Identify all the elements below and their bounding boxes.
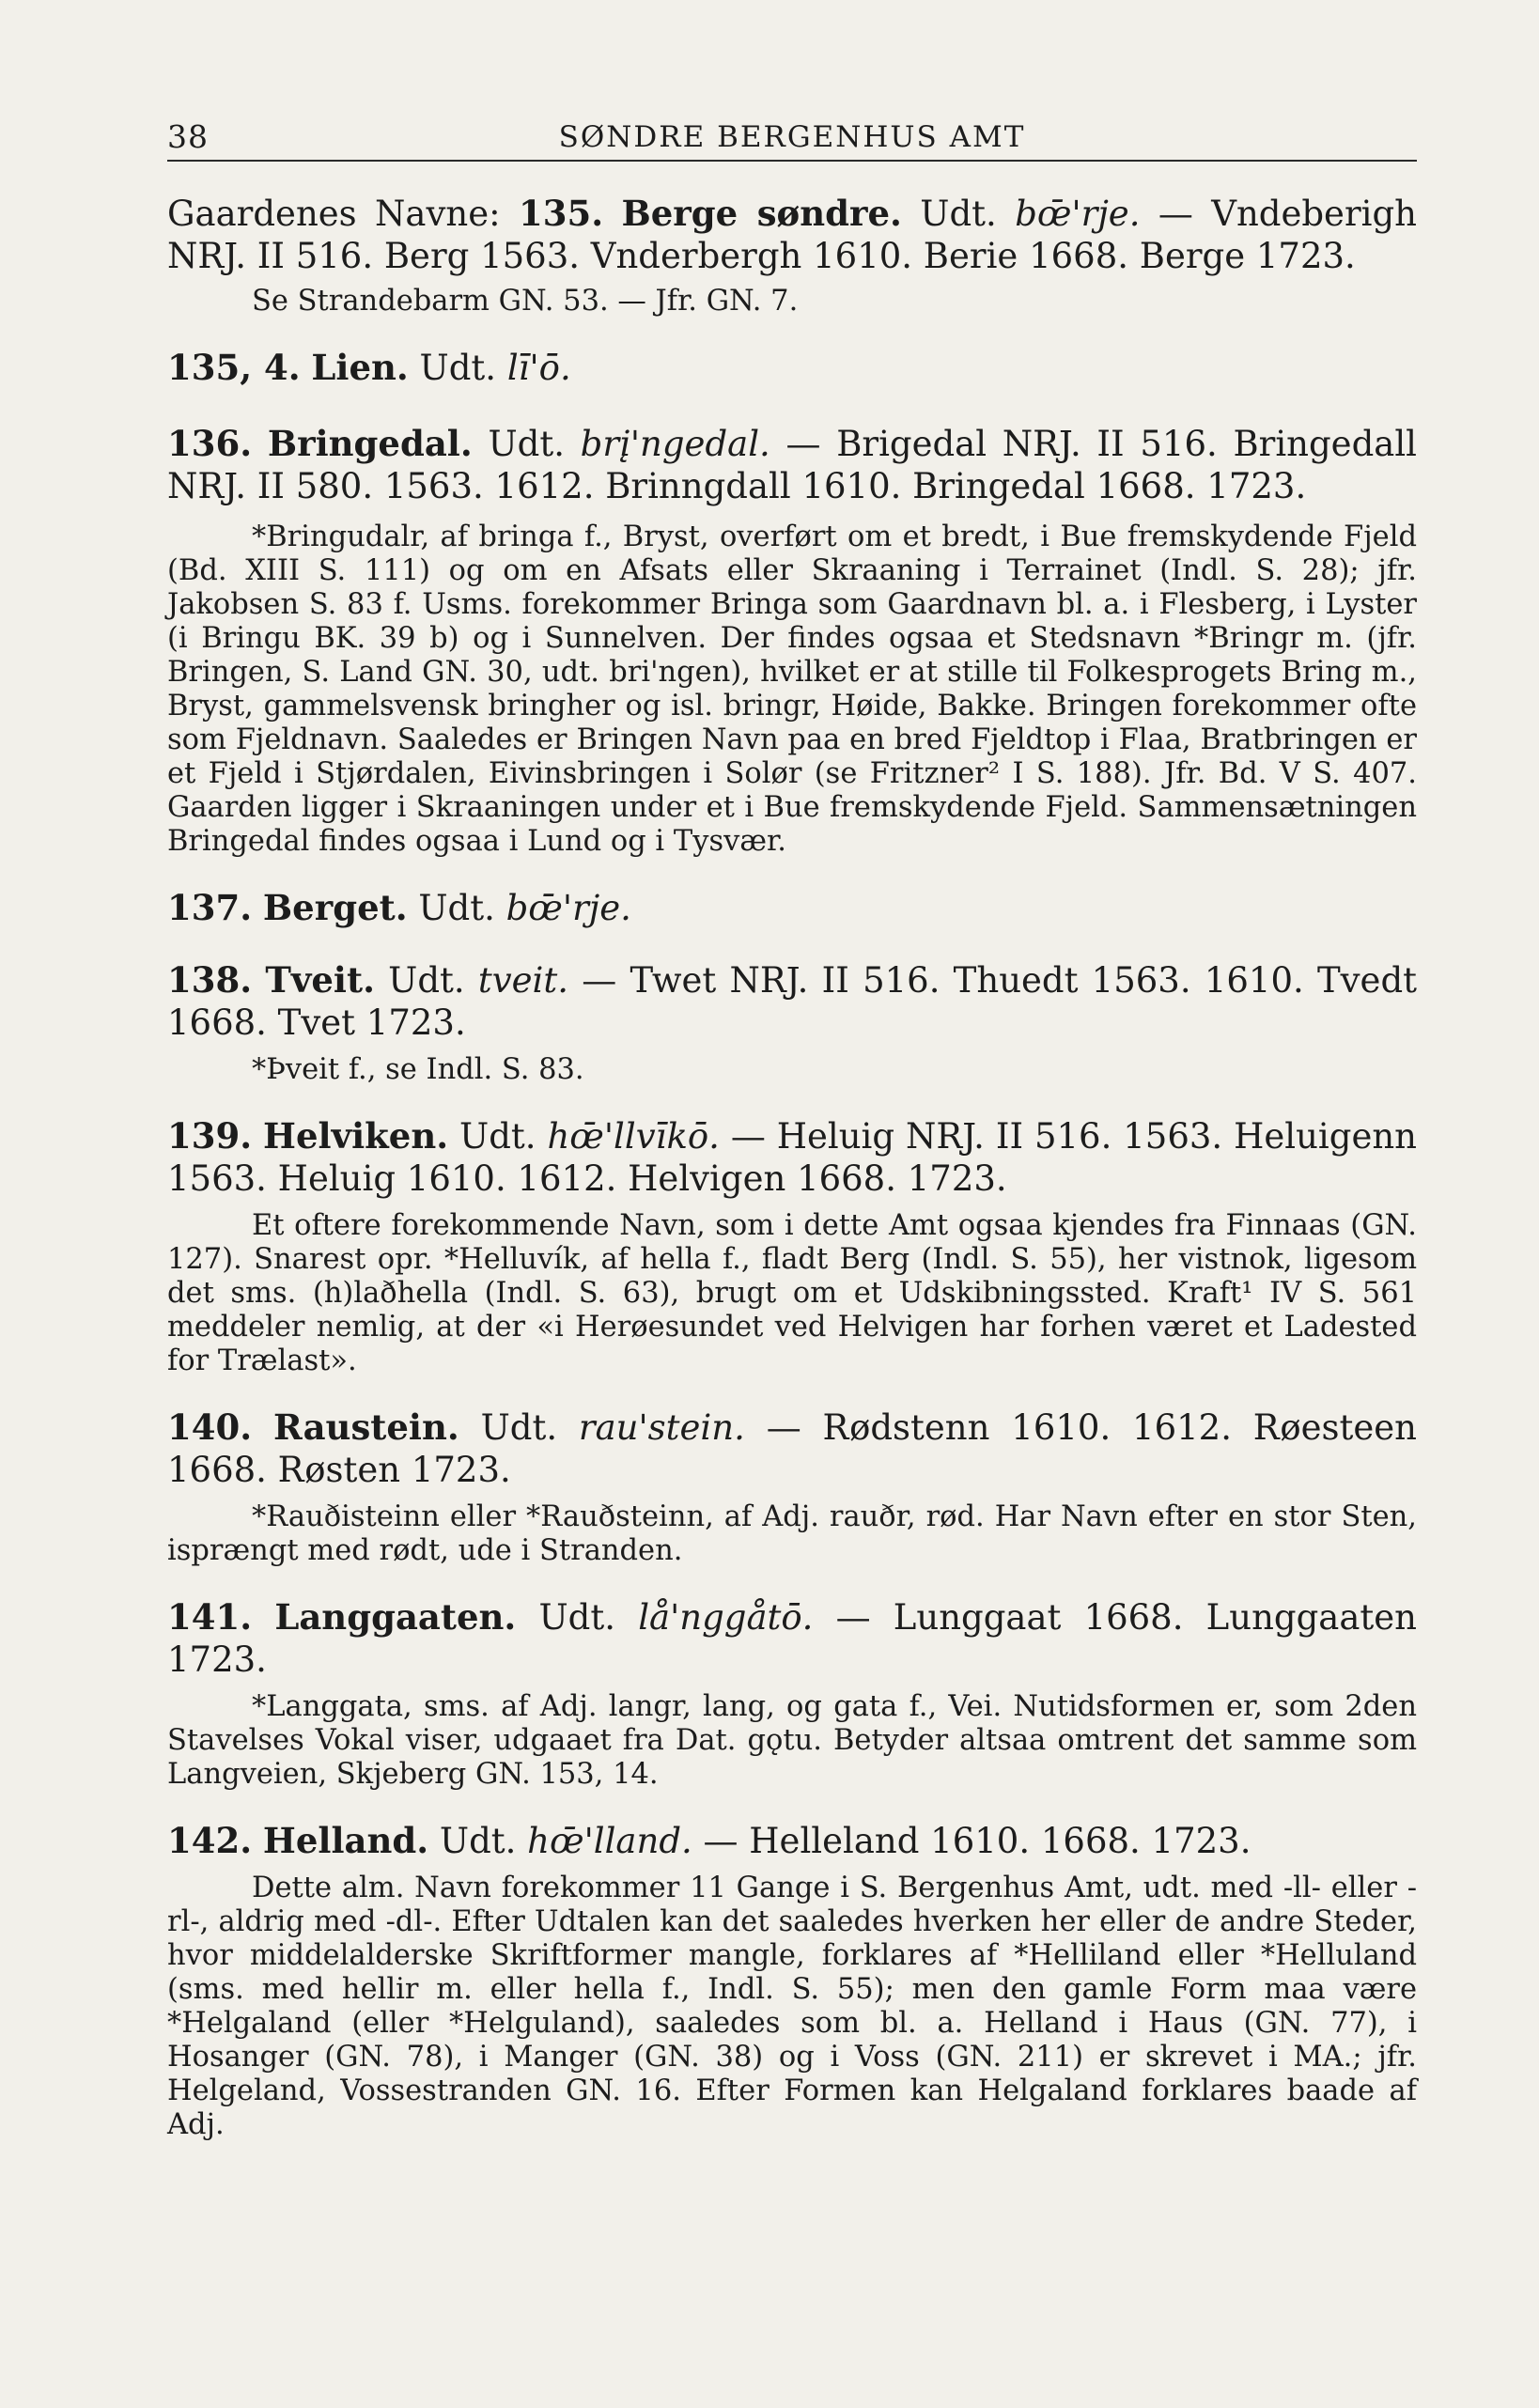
historical-forms: — Rødstenn 1610. 1612. Røesteen 1668. Røsten 1723. [167,1407,1417,1490]
udt-label: Udt. [374,960,478,1001]
historical-forms: — Heluig NRJ. II 516. 1563. Heluigenn 1563. Heluig 1610. 1612. Helvigen 1668. 1723. [167,1116,1418,1199]
entry-139 [167,1115,1417,1200]
historical-forms: — Twet NRJ. II 516. Thuedt 1563. 1610. Tvedt 1668. Tvet 1723. [167,960,1417,1043]
historical-forms: — Brigedal NRJ. II 516. Bringedall NRJ. II 580. 1563. 1612. Brinngdall 1610. Bringedal 1668. 1723. [167,424,1417,506]
entry-number: 139. [167,1115,253,1157]
historical-forms: — Helleland 1610. 1668. 1723. [692,1821,1251,1861]
udt-label: Udt. [901,194,1016,234]
entry-142 [167,1820,1417,1862]
udt-label: Udt. [459,1407,579,1448]
farm-name: Langgaaten. [274,1596,517,1638]
historical-forms: — Vndeberigh NRJ. II 516. Berg 1563. Vnderbergh 1610. Berie 1668. Berge 1723. [167,194,1417,276]
farm-name: Berget. [262,887,408,928]
entry-note: Se Strandebarm GN. 53. — Jfr. GN. 7. [252,285,799,318]
pronunciation: bœ̄'rje. [505,888,631,928]
udt-label: Udt. [407,888,506,928]
pronunciation: brį'ngedal. [580,424,770,464]
farm-name: Helland. [262,1820,429,1861]
entry-137 [167,887,1417,929]
entry-135 [167,193,1417,277]
entry-number: 142. [167,1820,253,1861]
entry-number: 135. [518,193,604,234]
entry-number: 141. [167,1596,253,1638]
udt-label: Udt. [448,1116,548,1157]
entry-note: Dette alm. Navn forekommer 11 Gange i S. Bergenhus Amt, udt. med -ll- eller -rl-, aldrig med -dl-. Efter Udtalen kan det saaledes hverken her eller de andre Steder, hvor middelalderske Skriftformer mangle, forklares af *Helliland eller *Helluland (sms. med hellir m. eller hella f., Indl. S. 55); men den gamle Form maa være *Helgaland (eller *Helguland), saaledes som bl. a. Helland i Haus (GN. 77), i Hosanger (GN. 78), i Manger (GN. 38) og i Voss (GN. 211) er skrevet i MA.; jfr. Helgeland, Vossestranden GN. 16. Efter Formen kan Helgaland forklares baade af Adj. [167,1872,1417,2141]
pronunciation: lå'nggåtō. [638,1597,814,1638]
page-number: 38 [167,118,209,155]
entry-135-4 [167,347,1417,389]
section-label: Gaardenes Navne: [167,194,519,234]
entry-number: 136. [167,423,253,464]
pronunciation: lī'ō. [506,348,571,388]
entry-note: *Þveit f., se Indl. S. 83. [252,1053,584,1086]
entry-136 [167,423,1417,507]
udt-label: Udt. [472,424,581,464]
udt-label: Udt. [516,1597,639,1638]
entry-number: 135, 4. [167,347,301,388]
entry-note: *Bringudalr, af bringa f., Bryst, overført om et bredt, i Bue fremskydende Fjeld (Bd. XIII S. 111) og om en Afsats eller Skraaning i Terrainet (Indl. S. 28); jfr. Jakobsen S. 83 f. Usms. forekommer Bringa som Gaardnavn bl. a. i Flesberg, i Lyster (i Bringu BK. 39 b) og i Sunnelven. Der findes ogsaa et Stedsnavn *Bringr m. (jfr. Bringen, S. Land GN. 30, udt. bri'ngen), hvilket er at stille til Folkesprogets Bring m., Bryst, gammelsvensk bringher og isl. bringr, Høide, Bakke. Bringen forekommer ofte som Fjeldnavn. Saaledes er Bringen Navn paa en bred Fjeldtop i Flaa, Bratbringen er et Fjeld i Stjørdalen, Eivinsbringen i Solør (se Fritzner² I S. 188). Jfr. Bd. V S. 407. Gaarden ligger i Skraaningen under et i Bue fremskydende Fjeld. Sammensætningen Bringedal findes ogsaa i Lund og i Tysvær. [167,520,1417,858]
entry-note: *Rauðisteinn eller *Rauðsteinn, af Adj. rauðr, rød. Har Navn efter en stor Sten, isprængt med rødt, ude i Stranden. [167,1500,1417,1567]
historical-forms: — Lunggaat 1668. Lunggaaten 1723. [167,1597,1417,1680]
farm-name: Helviken. [263,1115,449,1157]
pronunciation: bœ̄'rje. [1015,194,1141,234]
udt-label: Udt. [428,1821,528,1861]
text-body [167,193,1417,2142]
entry-note: Et oftere forekommende Navn, som i dette Amt ogsaa kjendes fra Finnaas (GN. 127). Snarest opr. *Helluvík, af hella f., fladt Berg (Indl. S. 55), her vistnok, ligesom det sms. (h)laðhella (Indl. S. 63), brugt om et Udskibningssted. Kraft¹ IV S. 561 meddeler nemlig, at der «i Herøesundet ved Helvigen har forhen været et Ladested for Trælast». [167,1209,1417,1377]
farm-name: Berge søndre. [621,193,902,234]
entry-note: *Langgata, sms. af Adj. langr, lang, og gata f., Vei. Nutidsformen er, som 2den Stavelses Vokal viser, udgaaet fra Dat. gǫtu. Betyder altsaa omtrent det samme som Langveien, Skjeberg GN. 153, 14. [167,1690,1417,1791]
farm-name: Lien. [311,347,409,388]
pronunciation: rau'stein. [578,1407,745,1448]
farm-name: Tveit. [265,959,375,1001]
entry-number: 137. [167,887,253,928]
entry-140 [167,1406,1417,1491]
pronunciation: tveit. [477,960,569,1001]
entry-138 [167,959,1417,1044]
pronunciation: hœ̄'lland. [527,1821,692,1861]
entry-141 [167,1596,1417,1681]
entry-number: 138. [167,959,253,1001]
udt-label: Udt. [408,348,507,388]
pronunciation: hœ̄'llvīkō. [547,1116,720,1157]
farm-name: Raustein. [272,1406,459,1448]
page-header [167,113,1417,162]
running-title: SØNDRE BERGENHUS AMT [558,120,1026,154]
farm-name: Bringedal. [267,423,473,464]
entry-number: 140. [167,1406,253,1448]
